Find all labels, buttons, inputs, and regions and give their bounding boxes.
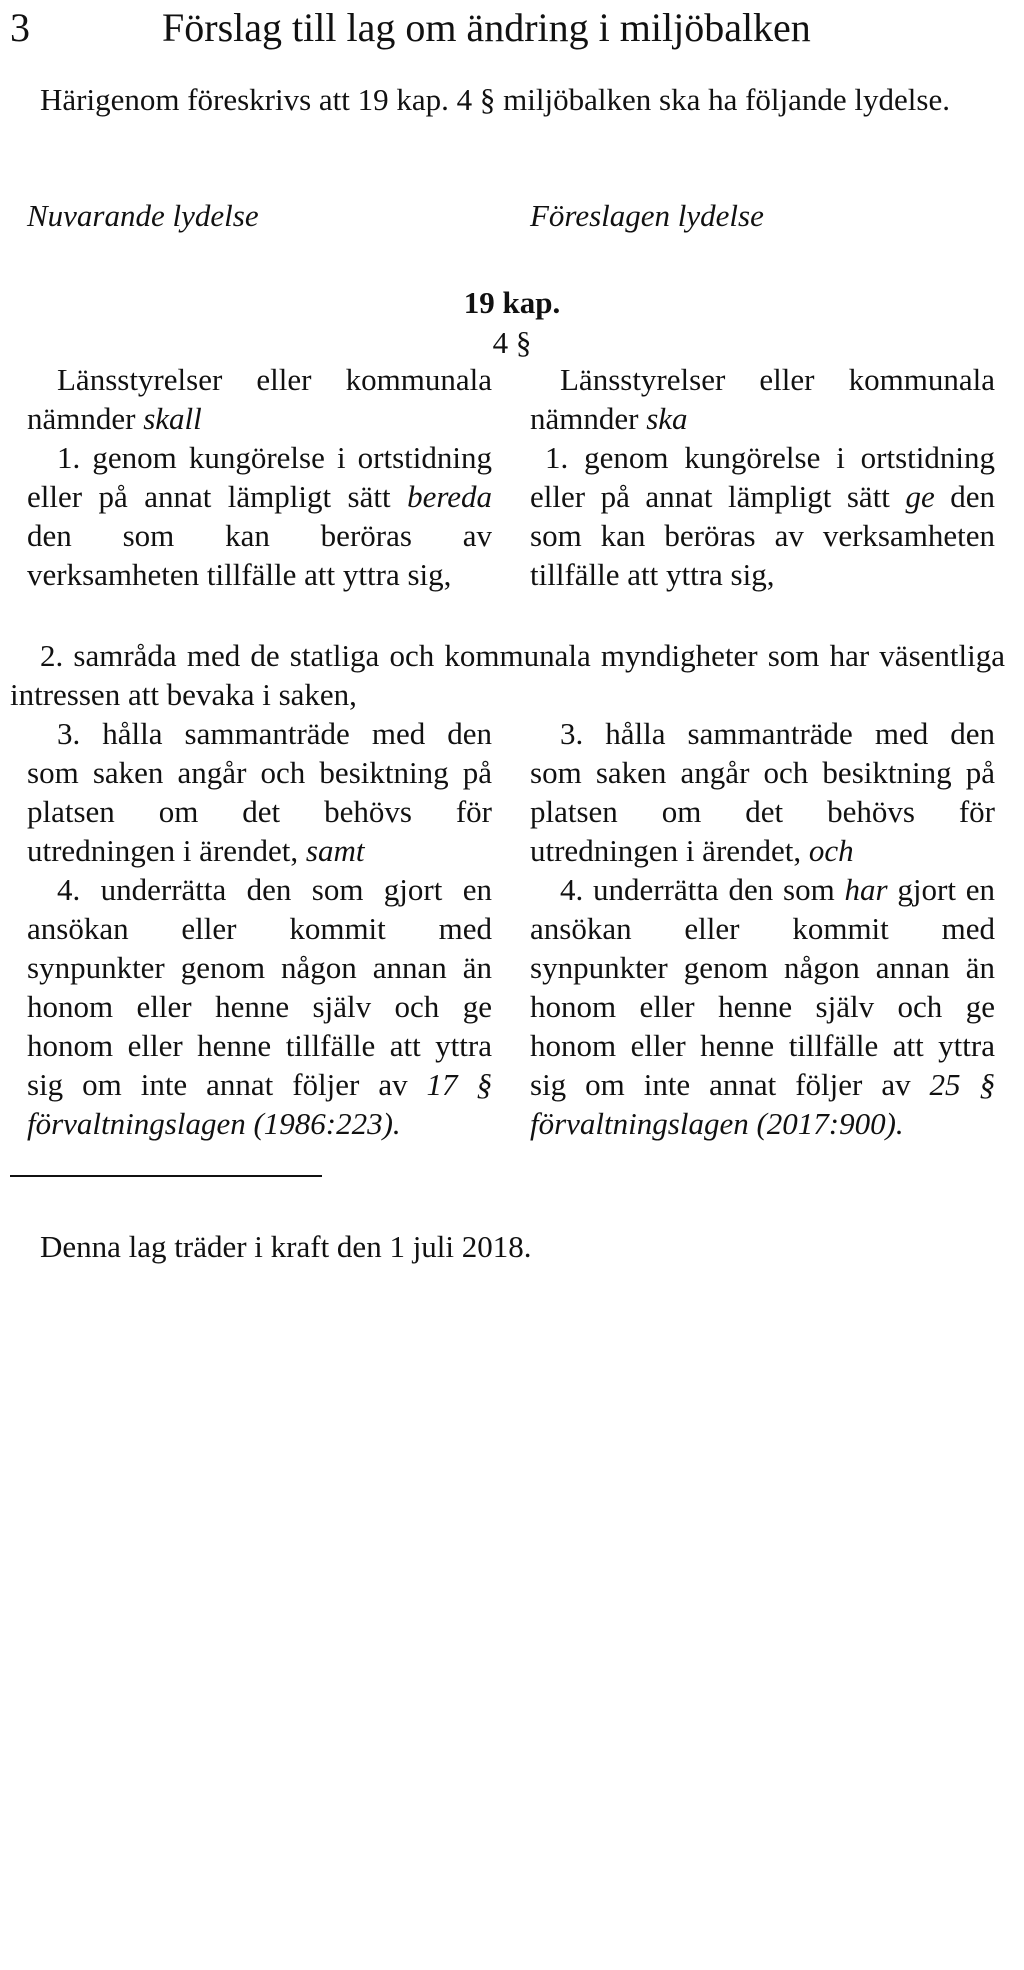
proposed-lead-block [530,360,995,594]
current-items-block [27,714,492,1143]
intro-paragraph [10,80,1005,119]
entry-into-force-note: Denna lag träder i kraft den 1 juli 2018. [40,1229,532,1264]
proposed-item-3: 3. hålla sammanträde med den som saken angår och besiktning på platsen om det behövs för utredningen i ärendet, och [530,716,995,868]
current-lead-emphasis: skall [143,401,202,436]
proposed-item-4: 4. underrätta den som har gjort en ansökan eller kommit med synpunkter genom någon annan än honom eller henne själv och ge honom eller henne tillfälle att yttra sig om inte annat följer av 25 § förvaltningslagen (2017:900). [530,872,996,1141]
chapter-heading: 19 kap. [463,285,561,320]
proposed-item-4-emphasis-1: har [844,872,888,907]
current-item-4-emphasis: 17 § förvaltningslagen (1986:223). [27,1067,493,1141]
intro-text: Härigenom föreskrivs att 19 kap. 4 § miljöbalken ska ha följande lydelse. [40,82,950,117]
proposed-item-4-emphasis-2: 25 § förvaltningslagen (2017:900). [530,1067,996,1141]
proposed-lead-emphasis: ska [646,401,688,436]
current-item-3-emphasis: samt [305,833,365,868]
current-item-4: 4. underrätta den som gjort en ansökan eller kommit med synpunkter genom någon annan än honom eller henne själv och ge honom eller henne tillfälle att yttra sig om inte annat följer av 17 § förvaltningslagen (1986:223). [27,872,493,1141]
proposed-wording-header: Föreslagen lydelse [530,198,764,233]
current-item-3: 3. hålla sammanträde med den som saken angår och besiktning på platsen om det behövs för utredningen i ärendet, samt [27,716,492,868]
proposed-items-block [530,714,995,1143]
current-item-1-emphasis: bereda [407,479,492,514]
proposed-item-1: 1. genom kungörelse i ortstidning eller på annat lämpligt sätt ge den som kan beröras av verksamheten tillfälle att yttra sig, [530,440,995,592]
current-item-1: 1. genom kungörelse i ortstidning eller på annat lämpligt sätt bereda den som kan beröras av verksamheten tillfälle att yttra sig, [27,440,492,592]
proposed-item-1-emphasis: ge [905,479,935,514]
current-lead-block [27,360,492,594]
proposed-item-3-emphasis: och [808,833,854,868]
current-wording-header: Nuvarande lydelse [27,198,259,233]
footnote-divider [10,1175,322,1177]
paragraph-heading: 4 § [492,325,532,360]
proposed-lead: Länsstyrelser eller kommunala nämnder ska [530,362,995,436]
current-lead: Länsstyrelser eller kommunala nämnder skall [27,362,492,436]
page-title: Förslag till lag om ändring i miljöbalken [162,5,811,50]
section-number: 3 [10,5,30,50]
shared-item-2: 2. samråda med de statliga och kommunala myndigheter som har väsentliga intressen att bevaka i saken, [10,638,1005,712]
